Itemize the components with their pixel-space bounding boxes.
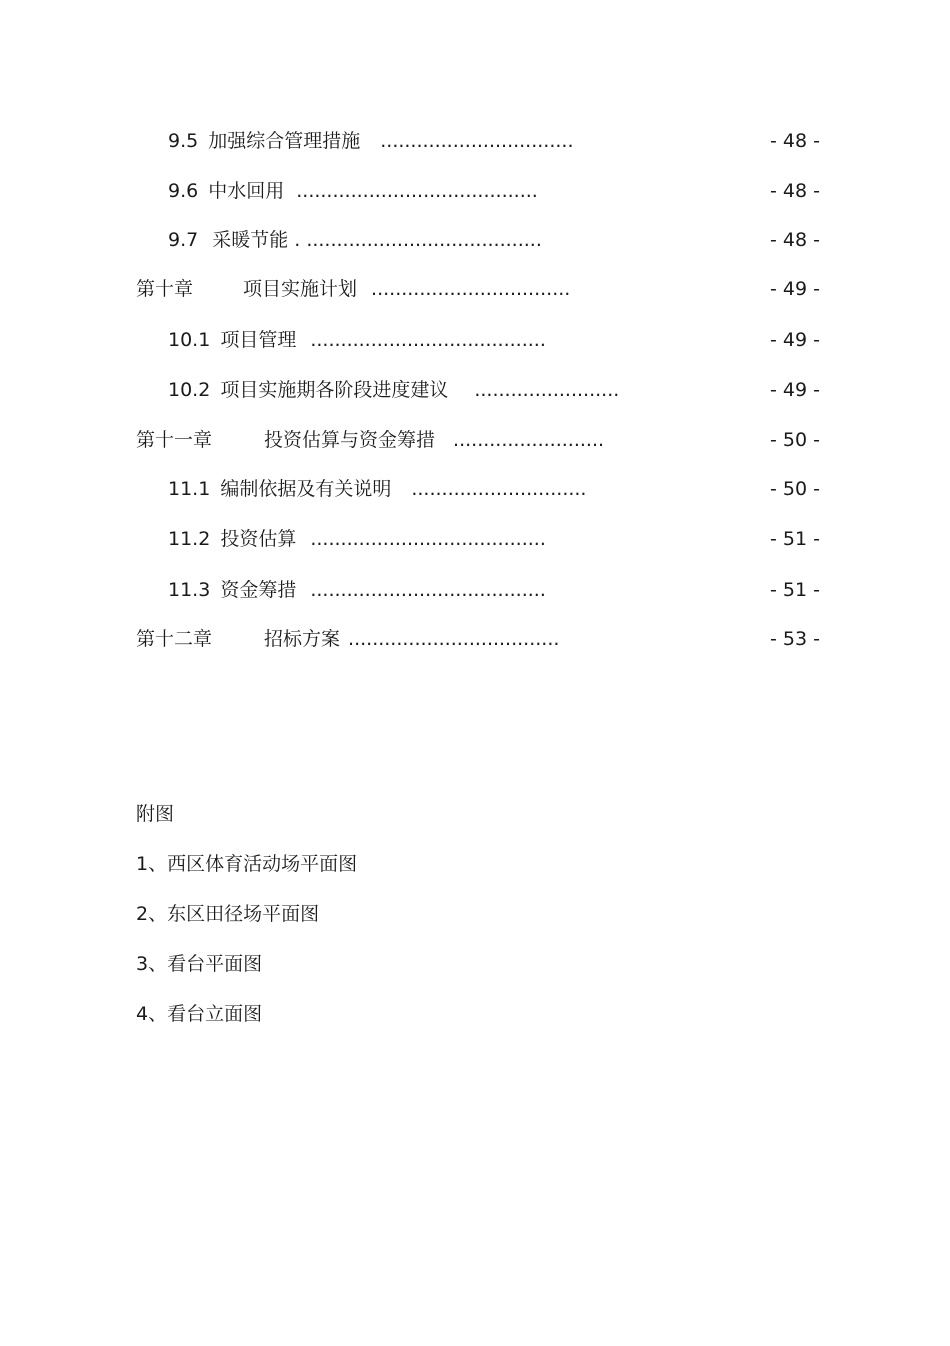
toc-title: 采暖节能 xyxy=(212,229,289,251)
toc-number: 9.7 xyxy=(168,229,199,251)
toc-entry[interactable] xyxy=(168,577,546,603)
toc-page-number: - 53 - xyxy=(770,628,820,650)
toc-page-number: - 50 - xyxy=(770,478,820,500)
toc-chapter: 第十一章 xyxy=(136,429,213,451)
appendix-item: 2、东区田径场平面图 xyxy=(136,903,320,925)
toc-chapter: 第十章 xyxy=(136,278,194,300)
toc-number: 10.1 xyxy=(168,329,211,351)
toc-page-number: - 49 - xyxy=(770,278,820,300)
toc-number: 9.6 xyxy=(168,180,199,202)
toc-title: 项目管理 xyxy=(220,329,297,351)
toc-leader-dots: ........................ xyxy=(474,379,620,401)
toc-entry[interactable] xyxy=(136,626,559,652)
toc-leader-dots: . ....................................... xyxy=(294,229,542,251)
toc-leader-dots: ....................................... xyxy=(310,528,546,550)
toc-page-number: - 51 - xyxy=(770,579,820,601)
toc-leader-dots: ......................... xyxy=(453,429,605,451)
toc-leader-dots: ................................ xyxy=(380,130,574,152)
appendix-item: 4、看台立面图 xyxy=(136,1003,263,1025)
toc-number: 11.2 xyxy=(168,528,211,550)
toc-leader-dots: ................................... xyxy=(348,628,560,650)
toc-entry[interactable] xyxy=(168,178,538,204)
appendix-item: 1、西区体育活动场平面图 xyxy=(136,853,358,875)
toc-entry[interactable] xyxy=(136,276,570,302)
toc-title: 项目实施计划 xyxy=(243,278,358,300)
toc-entry[interactable] xyxy=(168,526,546,552)
toc-title: 投资估算 xyxy=(220,528,297,550)
toc-title: 项目实施期各阶段进度建议 xyxy=(220,379,449,401)
toc-title: 资金筹措 xyxy=(220,579,297,601)
toc-title: 加强综合管理措施 xyxy=(208,130,361,152)
toc-page-number: - 48 - xyxy=(770,180,820,202)
toc-title: 投资估算与资金筹措 xyxy=(264,429,436,451)
appendix-item: 3、看台平面图 xyxy=(136,953,263,975)
toc-chapter: 第十二章 xyxy=(136,628,213,650)
toc-number: 10.2 xyxy=(168,379,211,401)
toc-entry[interactable] xyxy=(168,476,586,502)
toc-page-number: - 50 - xyxy=(770,429,820,451)
toc-page-number: - 48 - xyxy=(770,130,820,152)
toc-entry[interactable] xyxy=(136,427,604,453)
toc-entry[interactable] xyxy=(168,327,546,353)
toc-number: 11.3 xyxy=(168,579,211,601)
toc-page-number: - 49 - xyxy=(770,329,820,351)
toc-title: 编制依据及有关说明 xyxy=(220,478,392,500)
toc-entry[interactable] xyxy=(168,377,619,403)
toc-leader-dots: ................................. xyxy=(371,278,571,300)
toc-entry[interactable] xyxy=(168,128,574,154)
toc-title: 中水回用 xyxy=(208,180,285,202)
toc-number: 11.1 xyxy=(168,478,211,500)
toc-title: 招标方案 xyxy=(264,628,341,650)
toc-leader-dots: ....................................... xyxy=(310,329,546,351)
toc-number: 9.5 xyxy=(168,130,199,152)
toc-page-number: - 51 - xyxy=(770,528,820,550)
toc-leader-dots: ....................................... xyxy=(310,579,546,601)
toc-leader-dots: ........................................ xyxy=(296,180,538,202)
appendix-heading: 附图 xyxy=(136,803,175,825)
toc-page-number: - 48 - xyxy=(770,229,820,251)
toc-page-number: - 49 - xyxy=(770,379,820,401)
toc-entry[interactable] xyxy=(168,227,542,253)
toc-leader-dots: ............................. xyxy=(411,478,587,500)
